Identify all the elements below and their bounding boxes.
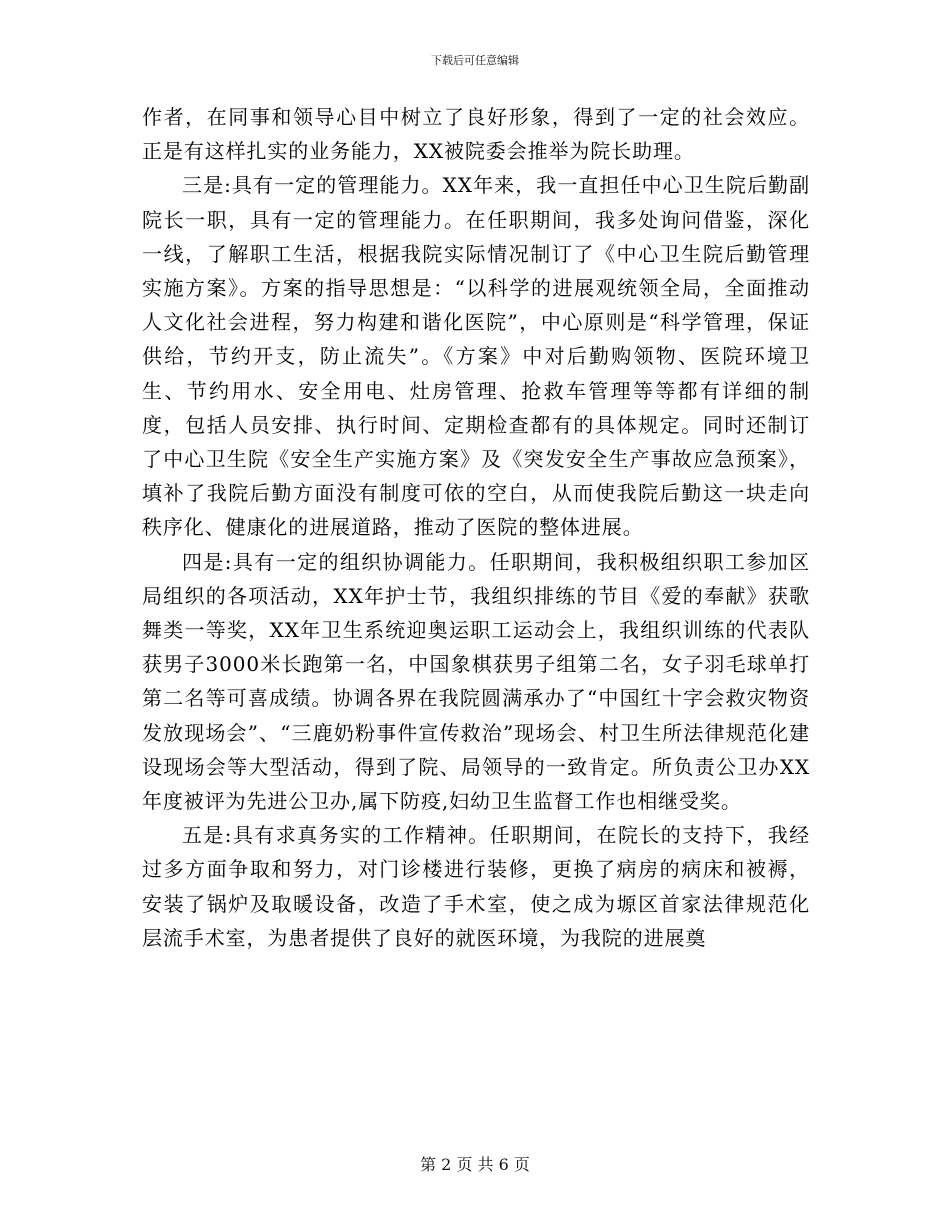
paragraph-management-ability: 三是:具有一定的管理能力。XX年来，我一直担任中心卫生院后勤副院长一职，具有一定的管理能力。在任职期间，我多处询问借鉴，深化一线，了解职工生活，根据我院实际情况制订了《中心卫生院后勤管理实施方案》。方案的指导思想是：“以科学的进展观统领全局，全面推动人文化社会进程，努力构建和谐化医院”，中心原则是“科学管理，保证供给，节约开支，防止流失”。《方案》中对后勤购领物、医院环境卫生、节约用水、安全用电、灶房管理、抢救车管理等等都有详细的制度，包括人员安排、执行时间、定期检查都有的具体规定。同时还制订了中心卫生院《安全生产实施方案》及《突发安全生产事故应急预案》，填补了我院后勤方面没有制度可依的空白，从而使我院后勤这一块走向秩序化、健康化的进展道路，推动了医院的整体进展。 — [142, 173, 810, 540]
paragraph-continuation: 作者，在同事和领导心目中树立了良好形象，得到了一定的社会效应。正是有这样扎实的业务能力，XX被院委会推举为院长助理。 — [142, 105, 810, 164]
page-header: 下载后可任意编辑 — [431, 54, 519, 67]
paragraph-organization-ability: 四是:具有一定的组织协调能力。任职期间，我积极组织职工参加区局组织的各项活动，XX年护士节，我组织排练的节目《爱的奉献》获歌舞类一等奖，XX年卫生系统迎奥运职工运动会上，我组织训练的代表队获男子3000米长跑第一名，中国象棋获男子组第二名，女子羽毛球单打第二名等可喜成绩。协调各界在我院圆满承办了“中国红十字会救灾物资发放现场会”、“三鹿奶粉事件宣传救治”现场会、村卫生所法律规范化建设现场会等大型活动，得到了院、局领导的一致肯定。所负责公卫办XX年度被评为先进公卫办,属下防疫,妇幼卫生监督工作也相继受奖。 — [142, 549, 810, 814]
paragraph-work-spirit: 五是:具有求真务实的工作精神。任职期间，在院长的支持下，我经过多方面争取和努力，对门诊楼进行装修，更换了病房的病床和被褥，安装了锅炉及取暖设备，改造了手术室，使之成为塬区首家法律规范化层流手术室，为患者提供了良好的就医环境，为我院的进展奠 — [142, 823, 810, 950]
document-body — [142, 100, 810, 955]
page-number: 第 2 页 共 6 页 — [420, 1155, 530, 1174]
